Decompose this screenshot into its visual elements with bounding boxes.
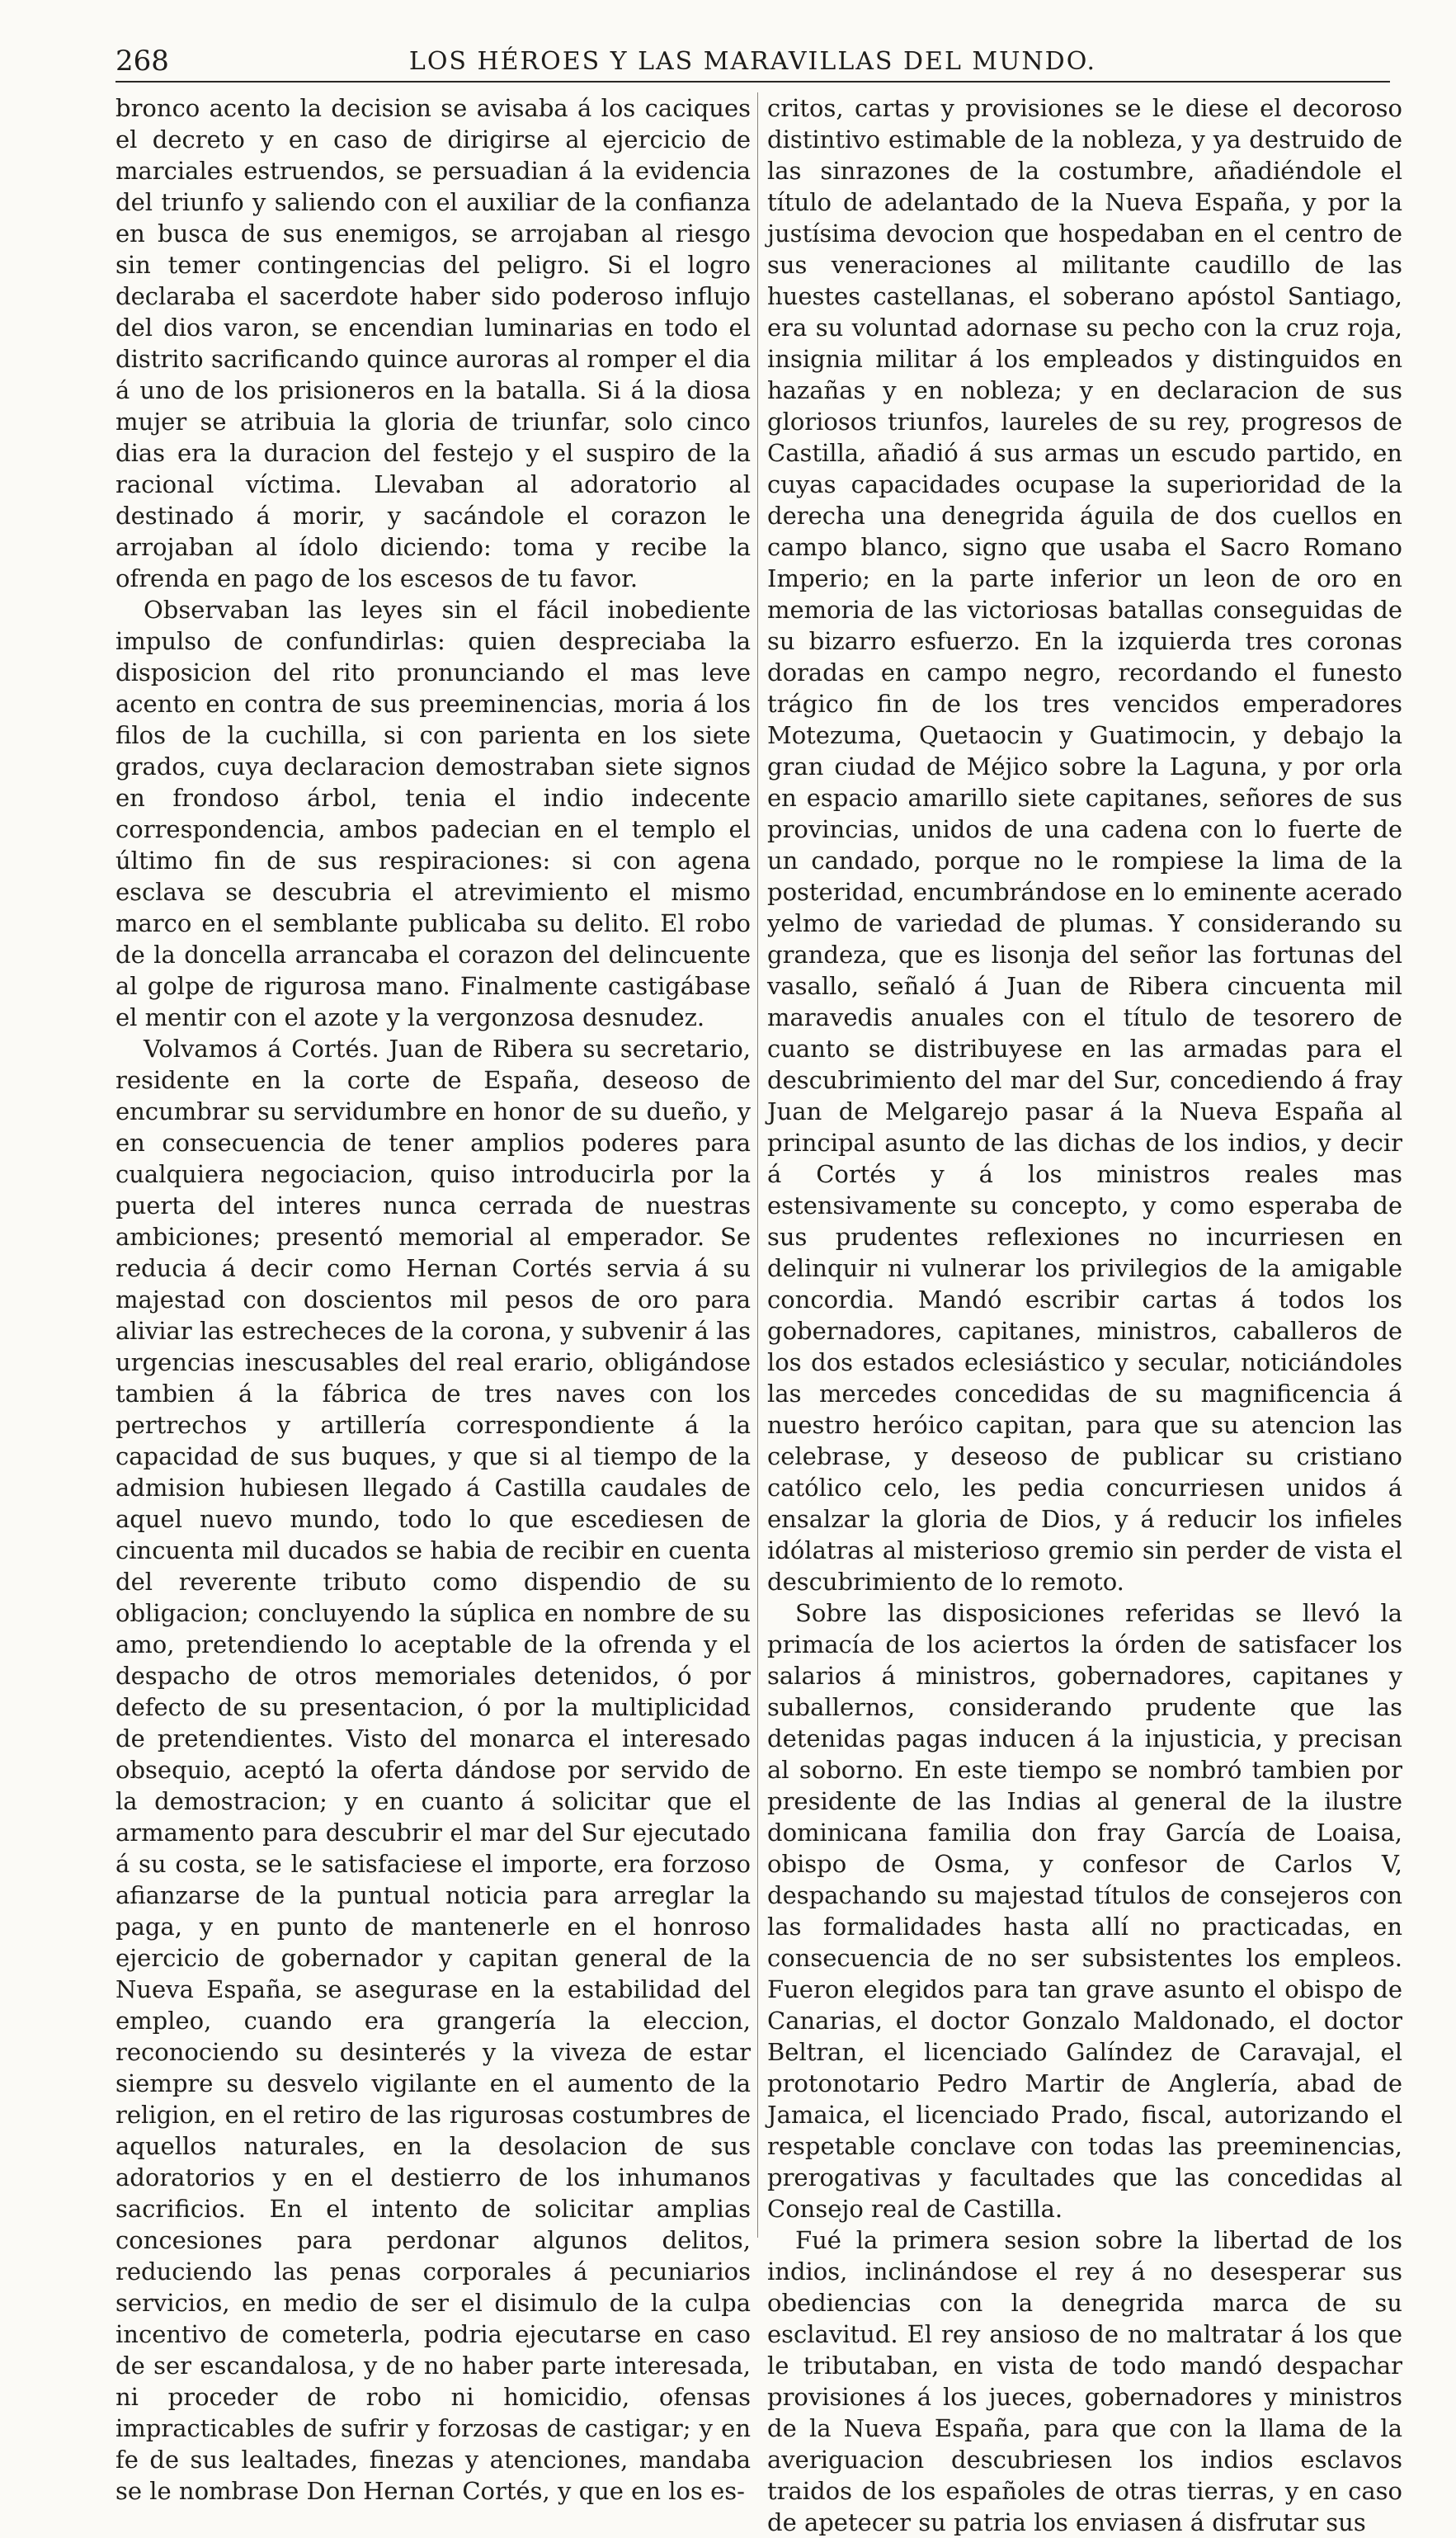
paragraph: Sobre las disposiciones referidas se llevó la primacía de los aciertos la órden de satisfacer los salarios á ministros, gobernadores, capitanes y suballernos, considerando prudente que las detenidas pagas inducen á la injusticia, y precisan al soborno. En este tiempo se nombró tambien por presidente de las Indias al general de la ilustre dominicana familia don fray García de Loaisa, obispo de Osma, y confesor de Carlos V, despachando su majestad títulos de consejeros con las formalidades hasta allí no practicadas, en consecuencia de no ser subsistentes los empleos. Fueron elegidos para tan grave asunto el obispo de Canarias, el doctor Gonzalo Maldonado, el doctor Beltran, el licenciado Galíndez de Caravajal, el protonotario Pedro Martir de Anglería, abad de Jamaica, el licenciado Prado, fiscal, autorizando el respetable conclave con todas las preeminencias, prerogativas y facultades que las concedidas al Consejo real de Castilla.	[767, 1599, 1402, 2223]
paragraph: Volvamos á Cortés. Juan de Ribera su secretario, residente en la corte de España, deseoso de encumbrar su servidumbre en honor de su dueño, y en consecuencia de tener amplios poderes para cualquiera negociacion, quiso introducirla por la puerta del interes nunca cerrada de nuestras ambiciones; presentó memorial al emperador. Se reducia á decir como Hernan Cortés servia á su majestad con doscientos mil pesos de oro para aliviar las estrecheces de la corona, y subvenir á las urgencias inescusables del real erario, obligándose tambien á la fábrica de tres naves con los pertrechos y artillería correspondiente á la capacidad de sus buques, y que si al tiempo de la admision hubiesen llegado á Castilla caudales de aquel nuevo mundo, todo lo que escediesen de cincuenta mil ducados se habia de recibir en cuenta del reverente tributo como dispendio de su obligacion; concluyendo la súplica en nombre de su amo, pretendiendo lo aceptable de la ofrenda y el despacho de otros memoriales detenidos, ó por defecto de su presentacion, ó por la multiplicidad de pretendientes. Visto del monarca el interesado obsequio, aceptó la oferta dándose por servido de la demostracion; y en cuanto á solicitar que el armamento para descubrir el mar del Sur ejecutado á su costa, se le satisfaciese el importe, era forzoso afianzarse de la puntual noticia para arreglar la paga, y en punto de mantenerle en el honroso ejercicio de gobernador y capitan general de la Nueva España, se asegurase en la estabilidad del empleo, cuando era grangería la eleccion, reconociendo su desinterés y la viveza de estar siempre su desvelo vigilante en el aumento de la religion, en el retiro de las rigurosas costumbres de aquellos naturales, en la desolacion de sus adoratorios y en el destierro de los inhumanos sacrificios. En el intento de solicitar amplias concesiones para perdonar algunos delitos, reduciendo las penas corporales á pecuniarios servicios, en medio de ser el disimulo de la culpa incentivo de cometerla, podria ejecutarse en caso de ser escandalosa, y de no haber parte interesada, ni proceder de robo ni homicidio, ofensas impracticables de sufrir y forzosas de castigar; y en fe de sus lealtades, finezas y atenciones, mandaba se le nombrase Don Hernan Cortés, y que en los es-	[115, 1035, 751, 2505]
page-header	[115, 43, 1390, 83]
paragraph: Fué la primera sesion sobre la libertad de los indios, inclinándose el rey á no desesperar sus obediencias con la denegrida marca de su esclavitud. El rey ansioso de no maltratar á los que le tributaban, en vista de todo mandó despachar provisiones á los jueces, gobernadores y ministros de la Nueva España, para que con la llama de la averiguacion descubriesen los indios esclavos traidos de los españoles de otras tierras, y en caso de apetecer su patria los enviasen á disfrutar sus	[767, 2226, 1402, 2536]
left-column	[115, 92, 751, 2505]
right-column	[767, 92, 1402, 2536]
running-title: LOS HÉROES Y LAS MARAVILLAS DEL MUNDO.	[408, 47, 1097, 76]
column-divider	[757, 92, 758, 2238]
paragraph: Observaban las leyes sin el fácil inobediente impulso de confundirlas: quien despreciaba la disposicion del rito pronunciando el mas leve acento en contra de sus preeminencias, moria á los filos de la cuchilla, si con parienta en los siete grados, cuya declaracion demostraban siete signos en frondoso árbol, tenia el indio indecente correspondencia, ambos padecian en el templo el último fin de sus respiraciones: si con agena esclava se descubria el atrevimiento el mismo marco en el semblante publicaba su delito. El robo de la doncella arrancaba el corazon del delincuente al golpe de rigurosa mano. Finalmente castigábase el mentir con el azote y la vergonzosa desnudez.	[115, 596, 751, 1031]
page-number: 268	[115, 45, 169, 78]
paragraph: critos, cartas y provisiones se le diese el decoroso distintivo estimable de la nobleza, y ya destruido de las sinrazones de la costumbre, añadiéndole el título de adelantado de la Nueva España, y por la justísima devocion que hospedaban en el centro de sus veneraciones al militante caudillo de las huestes castellanas, el soberano apóstol Santiago, era su voluntad adornase su pecho con la cruz roja, insignia militar á los empleados y distinguidos en hazañas y en nobleza; y en declaracion de sus gloriosos triunfos, laureles de su rey, progresos de Castilla, añadió á sus armas un escudo partido, en cuyas capacidades ocupase la superioridad de la derecha una denegrida águila de dos cuellos en campo blanco, signo que usaba el Sacro Romano Imperio; en la parte inferior un leon de oro en memoria de las victoriosas batallas conseguidas de su bizarro esfuerzo. En la izquierda tres coronas doradas en campo negro, recordando el funesto trágico fin de los tres vencidos emperadores Motezuma, Quetaocin y Guatimocin, y debajo la gran ciudad de Méjico sobre la Laguna, y por orla en espacio amarillo siete capitanes, señores de sus provincias, unidos de una cadena con lo fuerte de un candado, porque no le rompiese la lima de la posteridad, encumbrándose en lo eminente acerado yelmo de variedad de plumas. Y considerando su grandeza, que es lisonja del señor las fortunas del vasallo, señaló á Juan de Ribera cincuenta mil maravedis anuales con el título de tesorero de cuanto se distribuyese en las armadas para el descubrimiento del mar del Sur, concediendo á fray Juan de Melgarejo pasar á la Nueva España al principal asunto de las dichas de los indios, y decir á Cortés y á los ministros reales mas estensivamente su concepto, y como esperaba de sus prudentes reflexiones no incurriesen en delinquir ni vulnerar los privilegios de la amigable concordia. Mandó escribir cartas á todos los gobernadores, capitanes, ministros, caballeros de los dos estados eclesiástico y secular, noticiándoles las mercedes concedidas de su magnificencia á nuestro heróico capitan, para que su atencion las celebrase, y deseoso de publicar su cristiano católico celo, les pedia concurriesen unidos á ensalzar la gloria de Dios, y á reducir los infieles idólatras al misterioso gremio sin perder de vista el descubrimiento de lo remoto.	[767, 94, 1402, 1596]
paragraph: bronco acento la decision se avisaba á los caciques el decreto y en caso de dirigirse al ejercicio de marciales estruendos, se persuadian á la evidencia del triunfo y saliendo con el auxiliar de la confianza en busca de sus enemigos, se arrojaban al riesgo sin temer contingencias del peligro. Si el logro declaraba el sacerdote haber sido poderoso influjo del dios varon, se encendian luminarias en todo el distrito sacrificando quince auroras al romper el dia á uno de los prisioneros en la batalla. Si á la diosa mujer se atribuia la gloria de triunfar, solo cinco dias era la duracion del festejo y el suspiro de la racional víctima. Llevaban al adoratorio al destinado á morir, y sacándole el corazon le arrojaban al ídolo diciendo: toma y recibe la ofrenda en pago de los escesos de tu favor.	[115, 94, 751, 592]
